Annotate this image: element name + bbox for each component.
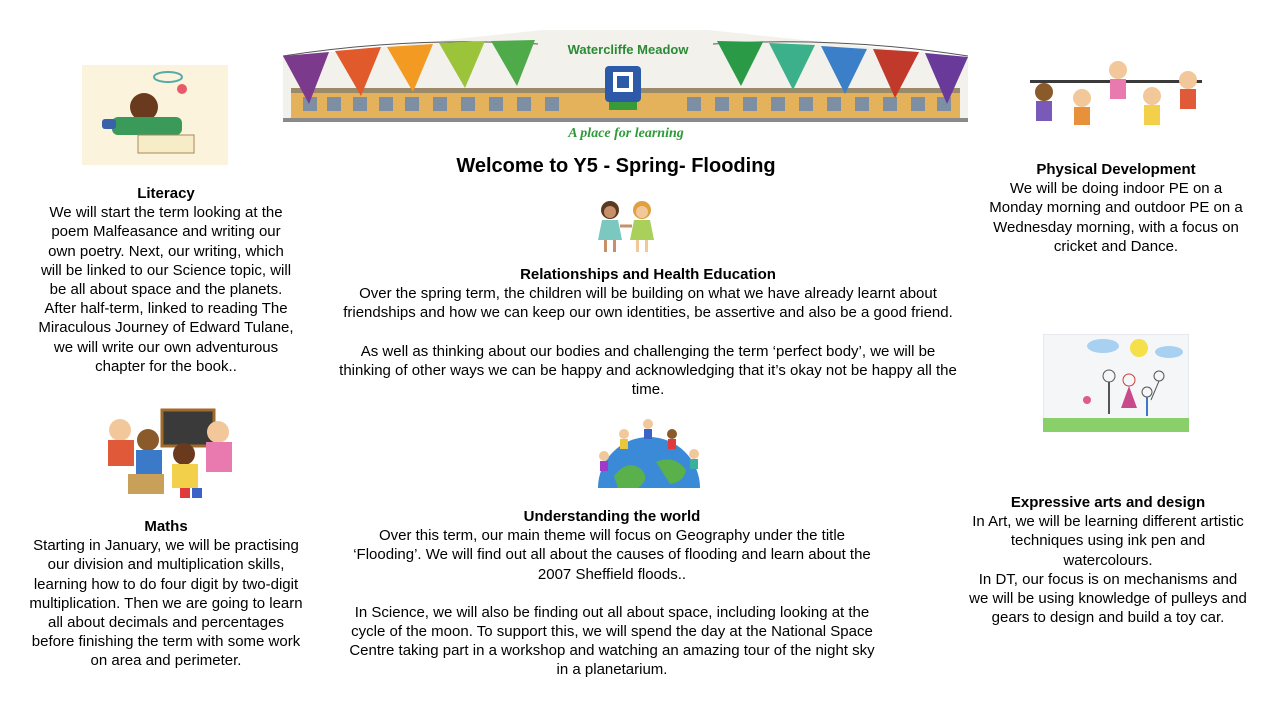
school-banner	[283, 22, 968, 144]
relationships-section	[336, 265, 960, 399]
literacy-heading: Literacy	[137, 185, 195, 202]
school-motto: A place for learning	[568, 126, 684, 141]
family-drawing-picture	[1043, 334, 1189, 432]
arts-heading: Expressive arts and design	[1010, 494, 1206, 511]
relationships-heading: Relationships and Health Education	[520, 266, 776, 283]
understanding-para-1: Over this term, our main theme will focus on Geography under the title ‘Flooding’. We will find out all about the causes of flooding and learn about the 2007 Sheffield floods..	[353, 527, 871, 583]
reading-boy-picture	[82, 65, 228, 165]
literacy-body: We will start the term looking at the poem Malfeasance and writing our own poetry. Next, our writing, which will be linked to our Science topic, will be all about space and the planets. After half-term, linked to reading The Miraculous Journey of Edward Tulane, we will write our own adventurous chapter for the book..	[38, 204, 294, 375]
maths-heading: Maths	[144, 518, 188, 535]
maths-body: Starting in January, we will be practising our division and multiplication skills, learning how to do four digit by two-digit multiplication. Then we are going to learn all about decimals and percentages before finishing the term with some work on area and perimeter.	[29, 537, 303, 670]
arts-para-2: In DT, our focus is on mechanisms and we will be using knowledge of pulleys and gears to design and build a toy car.	[969, 570, 1247, 627]
physical-body: We will be doing indoor PE on a Monday morning and outdoor PE on a Wednesday morning, with a focus on cricket and Dance.	[989, 180, 1243, 255]
relationships-para-2: As well as thinking about our bodies and challenging the term ‘perfect body’, we will be thinking of other ways we can be happy and acknowledging that it’s okay not be happy all the time.	[339, 342, 957, 399]
relationships-para-1: Over the spring term, the children will be building on what we have already learnt about friendships and how we can keep our own identities, be assertive and also be a good friend.	[343, 285, 953, 322]
friends-holding-hands-picture	[590, 198, 662, 254]
maths-children-picture	[98, 408, 238, 500]
children-around-globe-picture	[594, 418, 704, 488]
arts-para-1: In Art, we will be learning different artistic techniques using ink pen and watercolours.	[972, 513, 1244, 569]
arts-section	[968, 493, 1248, 627]
literacy-section	[36, 184, 296, 376]
understanding-para-2: In Science, we will also be finding out all about space, including looking at the cycle of the moon. To support this, we will spend the day at the National Space Centre taking part in a workshop and watching an amazing tour of the night sky in a planetarium.	[349, 603, 875, 679]
page-title: Welcome to Y5 - Spring- Flooding	[456, 155, 776, 177]
school-name: Watercliffe Meadow	[567, 42, 689, 57]
maths-section	[28, 517, 304, 671]
physical-heading: Physical Development	[1036, 161, 1196, 178]
understanding-heading: Understanding the world	[523, 508, 701, 525]
understanding-section	[348, 507, 876, 680]
children-on-bar-picture	[1026, 58, 1206, 134]
physical-section	[984, 160, 1248, 256]
